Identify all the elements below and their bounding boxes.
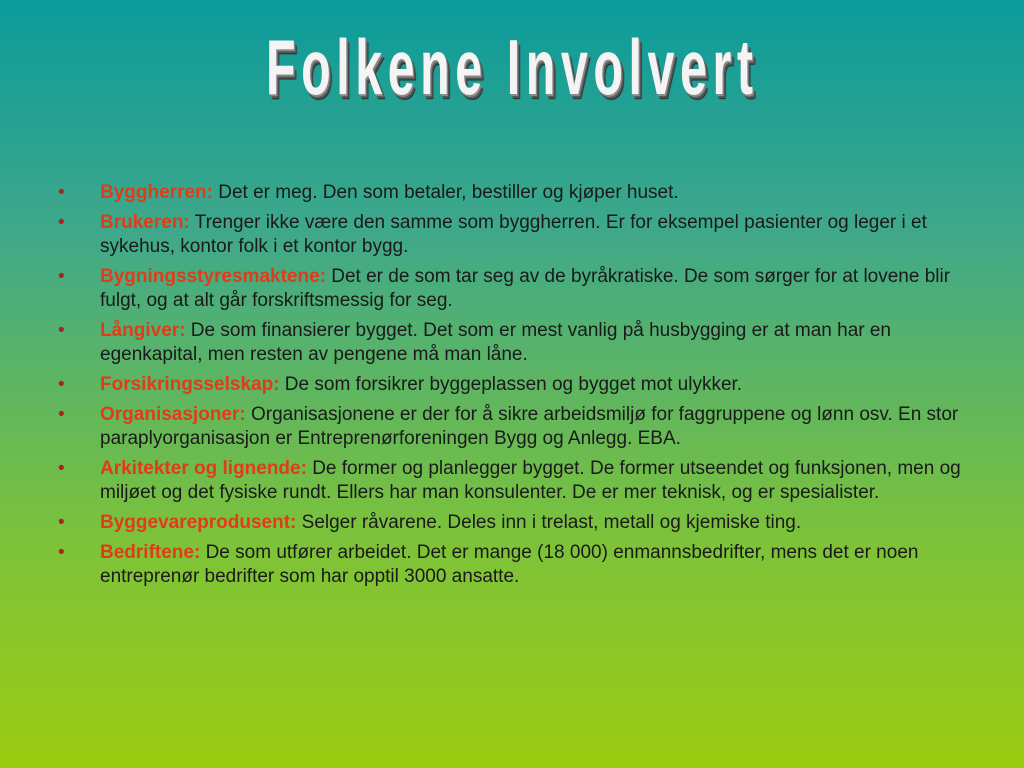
item-description: Trenger ikke være den samme som byggherren. Er for eksempel pasienter og leger i et sykehus, kontor folk i et kontor bygg. <box>100 212 927 257</box>
title-container <box>0 23 1024 111</box>
bullet-icon: • <box>58 542 65 563</box>
list-item-byggherren <box>58 181 968 205</box>
bullet-icon: • <box>58 512 65 533</box>
bullet-icon: • <box>58 182 65 203</box>
list-item-organisasjoner <box>58 403 968 451</box>
item-description: De som finansierer bygget. Det som er mest vanlig på husbygging er at man har en egenkapital, men resten av pengene må man låne. <box>100 320 891 365</box>
item-description: De som utfører arbeidet. Det er mange (18 000) enmannsbedrifter, mens det er noen entreprenør bedrifter som har opptil 3000 ansatte. <box>100 542 919 587</box>
bullet-list <box>58 181 968 595</box>
term-label: Organisasjoner: <box>100 404 246 425</box>
term-label: Brukeren: <box>100 212 190 233</box>
bullet-icon: • <box>58 374 65 395</box>
bullet-icon: • <box>58 212 65 233</box>
term-label: Arkitekter og lignende: <box>100 458 307 479</box>
bullet-icon: • <box>58 458 65 479</box>
list-item-byggevareprodusent <box>58 511 968 535</box>
list-item-arkitekter <box>58 457 968 505</box>
slide-title: Folkene Involvert <box>265 23 759 111</box>
term-label: Bygningsstyresmaktene: <box>100 266 326 287</box>
bullet-icon: • <box>58 266 65 287</box>
item-description: Det er de som tar seg av de byråkratiske. De som sørger for at lovene blir fulgt, og at alt går forskriftsmessig for seg. <box>100 266 951 311</box>
item-description: Organisasjonene er der for å sikre arbeidsmiljø for faggruppene og lønn osv. En stor paraplyorganisasjon er Entreprenørforeningen Bygg og Anlegg. EBA. <box>100 404 959 449</box>
list-item-forsikringsselskap <box>58 373 968 397</box>
term-label: Byggherren: <box>100 182 213 203</box>
term-label: Långiver: <box>100 320 186 341</box>
term-label: Byggevareprodusent: <box>100 512 297 533</box>
bullet-icon: • <box>58 404 65 425</box>
list-item-bygningsstyresmaktene <box>58 265 968 313</box>
term-label: Forsikringsselskap: <box>100 374 280 395</box>
item-description: Det er meg. Den som betaler, bestiller og kjøper huset. <box>212 182 679 203</box>
list-item-langiver <box>58 319 968 367</box>
item-description: De som forsikrer byggeplassen og bygget mot ulykker. <box>279 374 743 395</box>
list-item-brukeren <box>58 211 968 259</box>
item-description: De former og planlegger bygget. De former utseendet og funksjonen, men og miljøet og det fysiske rundt. Ellers har man konsulenter. De er mer teknisk, og er spesialister. <box>100 458 961 503</box>
item-description: Selger råvarene. Deles inn i trelast, metall og kjemiske ting. <box>296 512 802 533</box>
bullet-icon: • <box>58 320 65 341</box>
term-label: Bedriftene: <box>100 542 201 563</box>
list-item-bedriftene <box>58 541 968 589</box>
